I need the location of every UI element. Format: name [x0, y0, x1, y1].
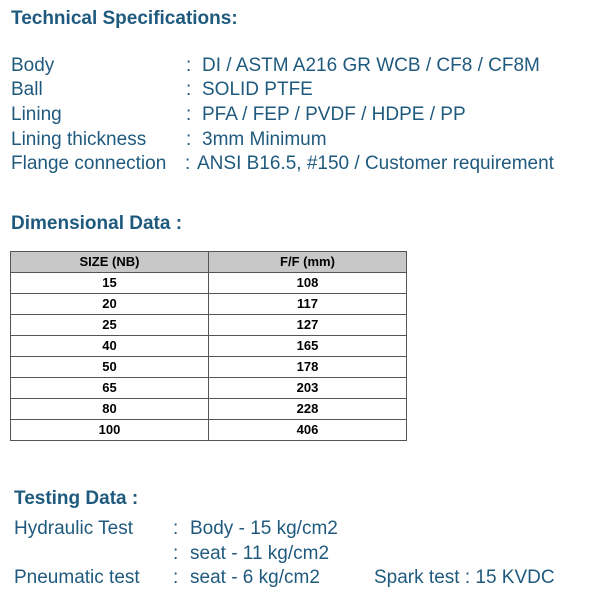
hydraulic-body-value: Body - 15 kg/cm2	[190, 518, 338, 539]
column-header-size: SIZE (NB)	[11, 252, 209, 273]
spec-value: DI / ASTM A216 GR WCB / CF8 / CF8M	[202, 55, 540, 76]
size-cell: 20	[11, 294, 209, 315]
pneumatic-test-label: Pneumatic test	[14, 567, 140, 588]
size-cell: 50	[11, 357, 209, 378]
ff-cell: 228	[209, 399, 407, 420]
size-cell: 80	[11, 399, 209, 420]
size-cell: 40	[11, 336, 209, 357]
hydraulic-test-label: Hydraulic Test	[14, 518, 133, 539]
spec-value: PFA / FEP / PVDF / HDPE / PP	[202, 104, 466, 125]
table-row	[11, 378, 407, 399]
testing-data-heading: Testing Data :	[14, 488, 139, 509]
pneumatic-seat-value: seat - 6 kg/cm2	[190, 567, 320, 588]
spec-separator: :	[186, 129, 192, 150]
spark-test-value: Spark test : 15 KVDC	[374, 567, 555, 588]
ff-cell: 117	[209, 294, 407, 315]
spec-value: SOLID PTFE	[202, 79, 313, 100]
dimensional-data-table	[10, 251, 407, 441]
table-row	[11, 294, 407, 315]
spec-value: ANSI B16.5, #150 / Customer requirement	[197, 153, 554, 174]
table-row	[11, 420, 407, 441]
size-cell: 65	[11, 378, 209, 399]
size-cell: 15	[11, 273, 209, 294]
test-separator: :	[173, 543, 179, 564]
spec-separator: :	[185, 153, 191, 174]
ff-cell: 203	[209, 378, 407, 399]
spec-label: Lining	[11, 104, 62, 125]
ff-cell: 165	[209, 336, 407, 357]
test-row-hydraulic-seat	[14, 542, 604, 566]
test-separator: :	[173, 518, 179, 539]
spec-separator: :	[186, 79, 192, 100]
technical-specifications-heading: Technical Specifications:	[11, 8, 238, 29]
table-row	[11, 273, 407, 294]
spec-label: Ball	[11, 79, 43, 100]
spec-label: Lining thickness	[11, 129, 147, 150]
column-header-ff: F/F (mm)	[209, 252, 407, 273]
spec-separator: :	[186, 104, 192, 125]
hydraulic-seat-value: seat - 11 kg/cm2	[190, 543, 330, 564]
test-separator: :	[173, 567, 179, 588]
spec-label: Flange connection	[11, 153, 167, 174]
ff-cell: 406	[209, 420, 407, 441]
ff-cell: 127	[209, 315, 407, 336]
table-row	[11, 357, 407, 378]
size-cell: 25	[11, 315, 209, 336]
test-row-pneumatic	[14, 566, 604, 590]
spec-value: 3mm Minimum	[202, 129, 327, 150]
table-row	[11, 399, 407, 420]
table-row	[11, 315, 407, 336]
spec-label: Body	[11, 55, 55, 76]
size-cell: 100	[11, 420, 209, 441]
ff-cell: 108	[209, 273, 407, 294]
table-header-row	[11, 252, 407, 273]
spec-separator: :	[186, 55, 192, 76]
ff-cell: 178	[209, 357, 407, 378]
dimensional-data-heading: Dimensional Data :	[11, 213, 183, 234]
test-row-hydraulic	[14, 517, 604, 541]
table-row	[11, 336, 407, 357]
